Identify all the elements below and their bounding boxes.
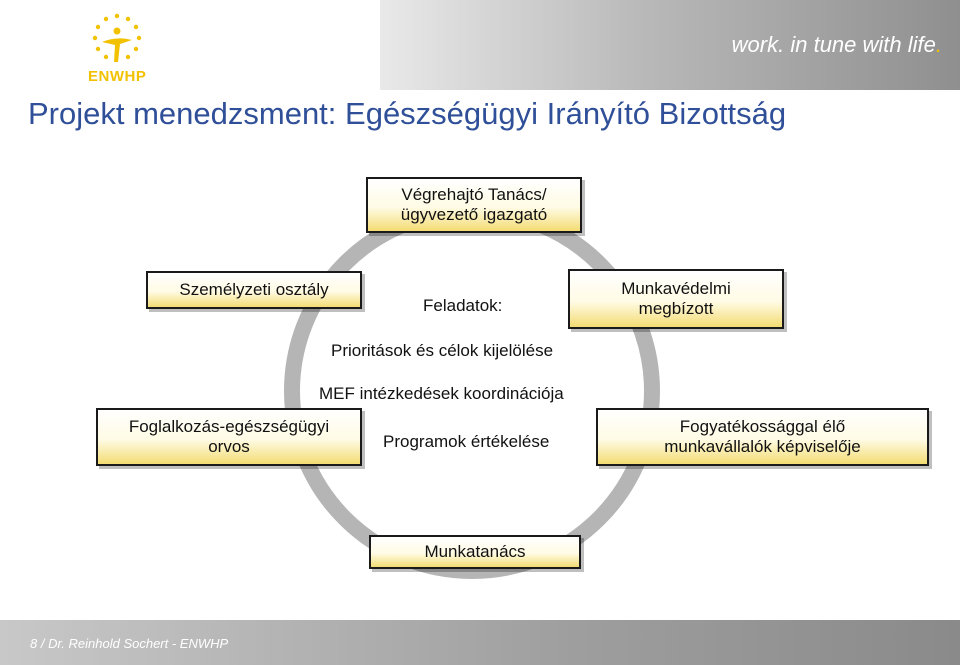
page-title: Projekt menedzsment: Egészségügyi Irányító Bizottság xyxy=(28,96,787,131)
node-bottom-label: Munkatanács xyxy=(424,542,526,561)
node-left-upper-label: Személyzeti osztály xyxy=(179,280,329,299)
node-right-lower-label: Fogyatékossággal élő munkavállalók képviselője xyxy=(664,417,861,456)
task-item-2: MEF intézkedések koordinációja xyxy=(319,384,564,403)
task-item-3: Programok értékelése xyxy=(383,432,550,451)
node-right-upper xyxy=(568,269,784,329)
footer-text: 8 / Dr. Reinhold Sochert - ENWHP xyxy=(30,636,229,651)
tagline-text: work. in tune with life xyxy=(731,32,936,57)
node-left-lower xyxy=(96,408,362,466)
tasks-heading: Feladatok: xyxy=(423,296,503,315)
tagline-dot: . xyxy=(935,32,942,57)
node-bottom xyxy=(369,535,581,569)
node-top xyxy=(366,177,582,233)
node-right-lower xyxy=(596,408,929,466)
task-item-1: Prioritások és célok kijelölése xyxy=(331,341,554,360)
footer-bar xyxy=(0,620,960,665)
node-left-lower-label: Foglalkozás-egészségügyi orvos xyxy=(128,417,330,456)
node-right-upper-label: Munkavédelmi megbízott xyxy=(621,279,731,318)
logo-text: ENWHP xyxy=(88,68,147,85)
node-left-upper xyxy=(146,271,362,309)
node-top-label: Végrehajtó Tanács/ ügyvezető igazgató xyxy=(400,185,548,224)
